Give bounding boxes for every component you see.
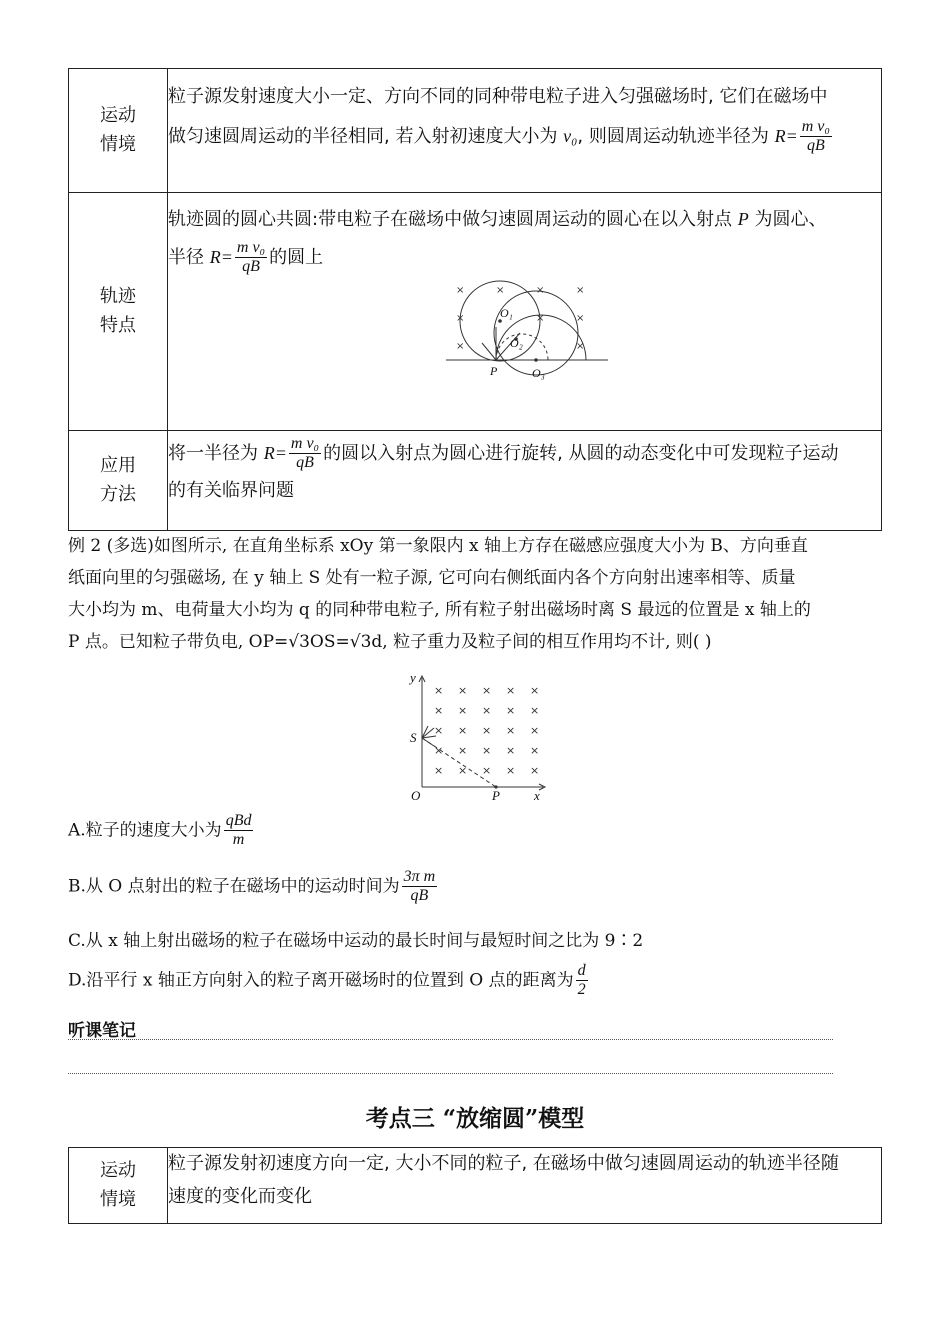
table-row-trajectory-features (69, 193, 882, 431)
table-row-motion-context (69, 1148, 882, 1224)
field-cross: × (530, 704, 540, 717)
field-cross: × (506, 744, 516, 757)
fraction-numerator: 3π m (402, 868, 438, 887)
content-line (168, 118, 881, 156)
coordinate-field-diagram (408, 672, 558, 802)
radius-fraction (235, 239, 267, 277)
field-cross: × (576, 312, 585, 324)
label-line: 运动 (100, 1159, 136, 1181)
field-cross: × (576, 284, 585, 296)
field-cross: × (434, 744, 444, 757)
field-cross: × (536, 312, 545, 324)
fraction-denominator: qB (410, 887, 429, 905)
rotating-circles-diagram (440, 277, 640, 387)
option-fraction (576, 962, 588, 1000)
field-cross: × (458, 724, 468, 737)
example-question (68, 530, 888, 658)
scaling-circle-table (68, 1147, 882, 1224)
field-cross: × (506, 704, 516, 717)
field-cross: × (482, 684, 492, 697)
fraction-denominator: m (232, 831, 245, 849)
field-cross: × (434, 684, 444, 697)
content-line: 粒子源发射速度大小一定、方向不同的同种带电粒子进入匀强磁场时, 它们在磁场中 (168, 86, 828, 107)
field-cross: × (576, 340, 585, 352)
label-line: 情境 (100, 133, 136, 155)
field-cross: × (530, 764, 540, 777)
radius-fraction (289, 435, 321, 473)
text-span: 为圆心、 (748, 209, 827, 230)
field-cross: × (456, 284, 465, 296)
label-p: P (490, 363, 498, 378)
field-cross: × (506, 764, 516, 777)
r-equals: R= (263, 442, 287, 463)
row-label-motion-context (69, 1148, 168, 1224)
r-equals: R= (774, 125, 798, 146)
label-line: 运动 (100, 104, 136, 126)
y-axis-label: y (410, 672, 416, 685)
label-o2: O₂ (510, 335, 523, 350)
field-cross: × (482, 704, 492, 717)
option-fraction (224, 812, 254, 850)
notes-label: 听课笔记 (68, 1021, 136, 1041)
field-cross: × (482, 724, 492, 737)
option-text: D.沿平行 x 轴正方向射入的粒子离开磁场时的位置到 O 点的距离为 (68, 970, 574, 991)
row-label-application-method (69, 431, 168, 531)
v0-symbol: v₀ (563, 125, 578, 146)
text-span: 的圆上 (269, 246, 324, 268)
field-cross: × (496, 284, 505, 296)
notes-line (68, 1039, 833, 1040)
content-line: 的有关临界问题 (168, 479, 294, 501)
label-line: 情境 (100, 1188, 136, 1210)
field-cross: × (456, 312, 465, 324)
field-cross: × (530, 744, 540, 757)
row-content-motion-context (168, 69, 882, 193)
option-text: B.从 O 点射出的粒子在磁场中的运动时间为 (68, 876, 400, 897)
text-span: 的圆以入射点为圆心进行旋转, 从圆的动态变化中可发现粒子运动 (323, 442, 839, 464)
option-d (68, 962, 590, 1000)
field-cross: × (458, 684, 468, 697)
emission-ray (422, 738, 434, 746)
row-content-application-method (168, 431, 882, 531)
row-label-motion-context (69, 69, 168, 193)
option-c: C.从 x 轴上射出磁场的粒子在磁场中运动的最长时间与最短时间之比为 9∶2 (68, 931, 644, 951)
field-cross: × (536, 284, 545, 296)
x-axis-label: x (534, 788, 540, 802)
field-cross: × (482, 764, 492, 777)
question-line: P 点。已知粒子带负电, OP=√3OS=√3d, 粒子重力及粒子间的相互作用均不计, 则( ) (68, 632, 712, 652)
option-a (68, 812, 255, 850)
table-row-application-method (69, 431, 882, 531)
label-line: 轨迹 (100, 285, 136, 307)
row-label-trajectory-features (69, 193, 168, 431)
fraction-numerator: qBd (224, 812, 254, 831)
label-o3: O₃ (532, 365, 545, 380)
label-o1: O₁ (500, 305, 513, 320)
field-cross: × (434, 724, 444, 737)
field-cross: × (530, 684, 540, 697)
field-cross: × (458, 744, 468, 757)
fraction-numerator: d (576, 962, 588, 981)
point-p-label: P (492, 788, 500, 802)
trajectory-model-table (68, 68, 882, 531)
notes-line (68, 1073, 833, 1074)
field-cross: × (456, 340, 465, 352)
content-line (168, 205, 881, 235)
text-span: 轨迹圆的圆心共圆:带电粒子在磁场中做匀速圆周运动的圆心在以入射点 (168, 209, 738, 230)
field-cross: × (506, 684, 516, 697)
text-span: 半径 (168, 246, 210, 268)
question-line: 大小均为 m、电荷量大小均为 q 的同种带电粒子, 所有粒子射出磁场时离 S 最远的位置是 x 轴上的 (68, 600, 811, 620)
radius-fraction (800, 118, 832, 156)
origin-label: O (411, 788, 421, 802)
row-content-motion-context (168, 1148, 882, 1224)
fraction-denominator: qB (296, 454, 314, 472)
fraction-numerator: m v₀ (289, 435, 321, 454)
option-b (68, 868, 439, 906)
field-cross: × (434, 764, 444, 777)
option-text: A.粒子的速度大小为 (68, 820, 222, 841)
text-span: , 则圆周运动轨迹半径为 (577, 125, 775, 147)
center-dot (534, 358, 538, 362)
fraction-denominator: qB (806, 137, 825, 155)
source-s-label: S (410, 730, 417, 745)
content-line (168, 239, 881, 277)
field-cross: × (434, 704, 444, 717)
question-line: 例 2 (多选)如图所示, 在直角坐标系 xOy 第一象限内 x 轴上方存在磁感应强度大小为 B、方向垂直 (68, 536, 808, 556)
field-cross: × (530, 724, 540, 737)
fraction-denominator: qB (242, 258, 260, 276)
fraction-numerator: m v₀ (800, 118, 832, 137)
content-line (168, 435, 881, 473)
field-cross: × (458, 704, 468, 717)
text-span: 做匀速圆周运动的半径相同, 若入射初速度大小为 (168, 125, 564, 147)
question-line: 纸面向里的匀强磁场, 在 y 轴上 S 处有一粒子源, 它可向右侧纸面内各个方向射出速率相等、质量 (68, 568, 796, 588)
p-symbol: P (737, 209, 749, 229)
field-cross: × (458, 764, 468, 777)
emission-ray (422, 726, 428, 738)
content-line: 速度的变化而变化 (168, 1185, 312, 1207)
content-line: 粒子源发射初速度方向一定, 大小不同的粒子, 在磁场中做匀速圆周运动的轨迹半径随 (168, 1153, 839, 1174)
text-span: 将一半径为 (168, 442, 264, 464)
rotating-circles-figure (168, 277, 881, 397)
field-cross: × (482, 744, 492, 757)
fraction-denominator: 2 (577, 981, 586, 999)
label-line: 方法 (100, 483, 136, 505)
r-equals: R= (209, 246, 233, 267)
row-content-trajectory-features (168, 193, 882, 431)
fraction-numerator: m v₀ (235, 239, 267, 258)
option-fraction (402, 868, 438, 906)
section-title: 考点三 “放缩圆”模型 (365, 1105, 585, 1132)
label-line: 应用 (100, 454, 136, 476)
label-line: 特点 (100, 314, 136, 336)
field-cross: × (506, 724, 516, 737)
table-row-motion-context (69, 69, 882, 193)
